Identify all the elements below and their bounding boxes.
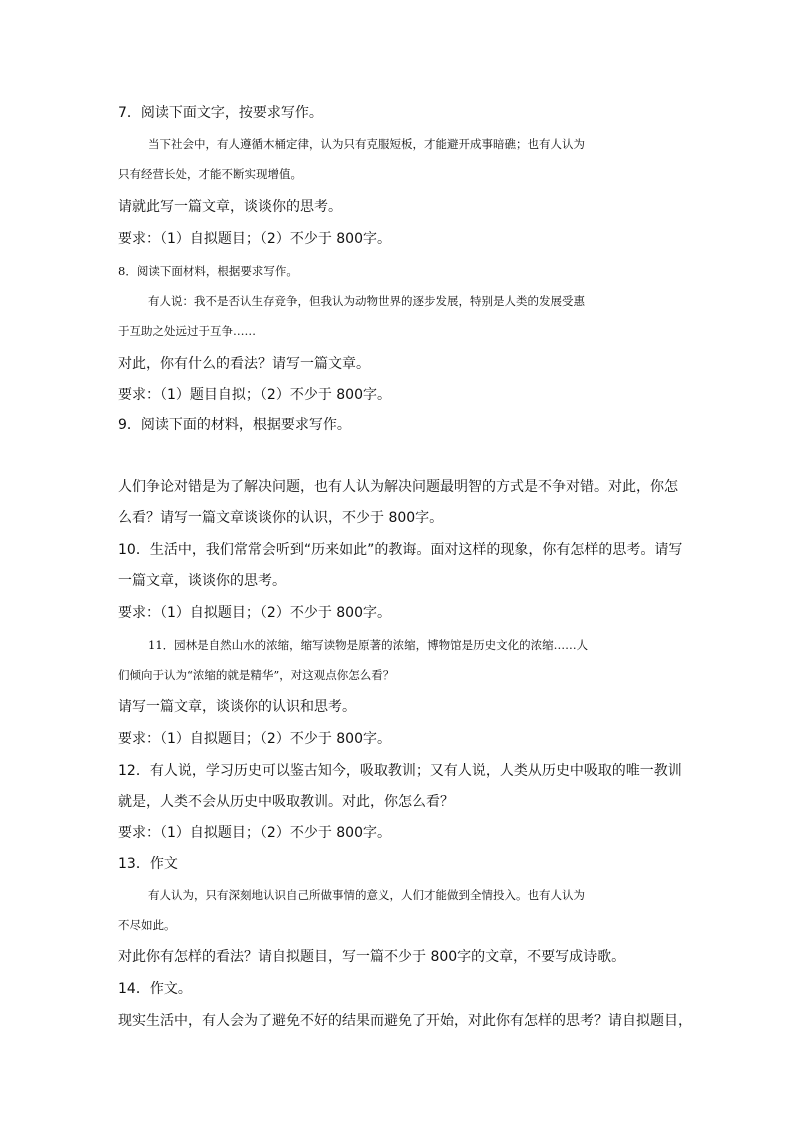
- q14-line-1: 现实生活中，有人会为了避免不好的结果而避免了开始，对此你有怎样的思考？请自拟题目，: [118, 1013, 692, 1029]
- q11-material-line-2: 们倾向于认为“浓缩的就是精华”，对这观点你怎么看？: [118, 668, 395, 682]
- q10-line-1: 10．生活中，我们常常会听到“历来如此”的教诲。面对这样的现象，你有怎样的思考。请写: [118, 542, 683, 558]
- q13-material-line-2: 不尽如此。: [118, 918, 176, 932]
- q12-line-1: 12．有人说，学习历史可以鉴古知今，吸取教训；又有人说，人类从历史中吸取的唯一教训: [118, 763, 682, 779]
- q8-instruction: 对此，你有什么的看法？请写一篇文章。: [118, 356, 370, 372]
- q11-material-line-1: 11．园林是自然山水的浓缩，缩写读物是原著的浓缩，博物馆是历史文化的浓缩……人: [148, 638, 589, 652]
- q13-instruction: 对此你有怎样的看法？请自拟题目，写一篇不少于 800字的文章，不要写成诗歌。: [118, 949, 626, 965]
- q7-material-line-2: 只有经营长处，才能不断实现增值。: [118, 167, 302, 181]
- q8-material-line-2: 于互助之处远过于互争……: [118, 324, 256, 338]
- q7-material-line-1: 当下社会中，有人遵循木桶定律，认为只有克服短板，才能避开成事暗礁；也有人认为: [148, 137, 585, 151]
- q8-material-line-1: 有人说：我不是否认生存竞争，但我认为动物世界的逐步发展，特别是人类的发展受惠: [148, 294, 585, 308]
- q13-material-line-1: 有人认为，只有深刻地认识自己所做事情的意义，人们才能做到全情投入。也有人认为: [148, 888, 585, 902]
- q11-instruction: 请写一篇文章，谈谈你的认识和思考。: [118, 699, 356, 715]
- q7-instruction: 请就此写一篇文章，谈谈你的思考。: [118, 199, 342, 215]
- q9-material-line-1: 人们争论对错是为了解决问题，也有人认为解决问题最明智的方式是不争对错。对此，你怎: [118, 479, 678, 495]
- q8-requirement: 要求：（1）题目自拟；（2）不少于 800字。: [118, 387, 391, 403]
- q11-requirement: 要求：（1）自拟题目；（2）不少于 800字。: [118, 731, 391, 747]
- q7-requirement: 要求：（1）自拟题目；（2）不少于 800字。: [118, 231, 391, 247]
- q10-line-2: 一篇文章，谈谈你的思考。: [118, 573, 286, 589]
- q8-heading: 8．阅读下面材料，根据要求写作。: [118, 264, 298, 278]
- q9-heading: 9．阅读下面的材料，根据要求写作。: [118, 417, 351, 433]
- q13-heading: 13．作文: [118, 856, 178, 872]
- q9-material-line-2: 么看？请写一篇文章谈谈你的认识，不少于 800字。: [118, 510, 444, 526]
- q7-heading: 7．阅读下面文字，按要求写作。: [118, 105, 323, 121]
- q12-requirement: 要求：（1）自拟题目；（2）不少于 800字。: [118, 825, 391, 841]
- q14-heading: 14．作文。: [118, 981, 192, 997]
- q12-line-2: 就是，人类不会从历史中吸取教训。对此，你怎么看？: [118, 794, 454, 810]
- q10-requirement: 要求：（1）自拟题目；（2）不少于 800字。: [118, 605, 391, 621]
